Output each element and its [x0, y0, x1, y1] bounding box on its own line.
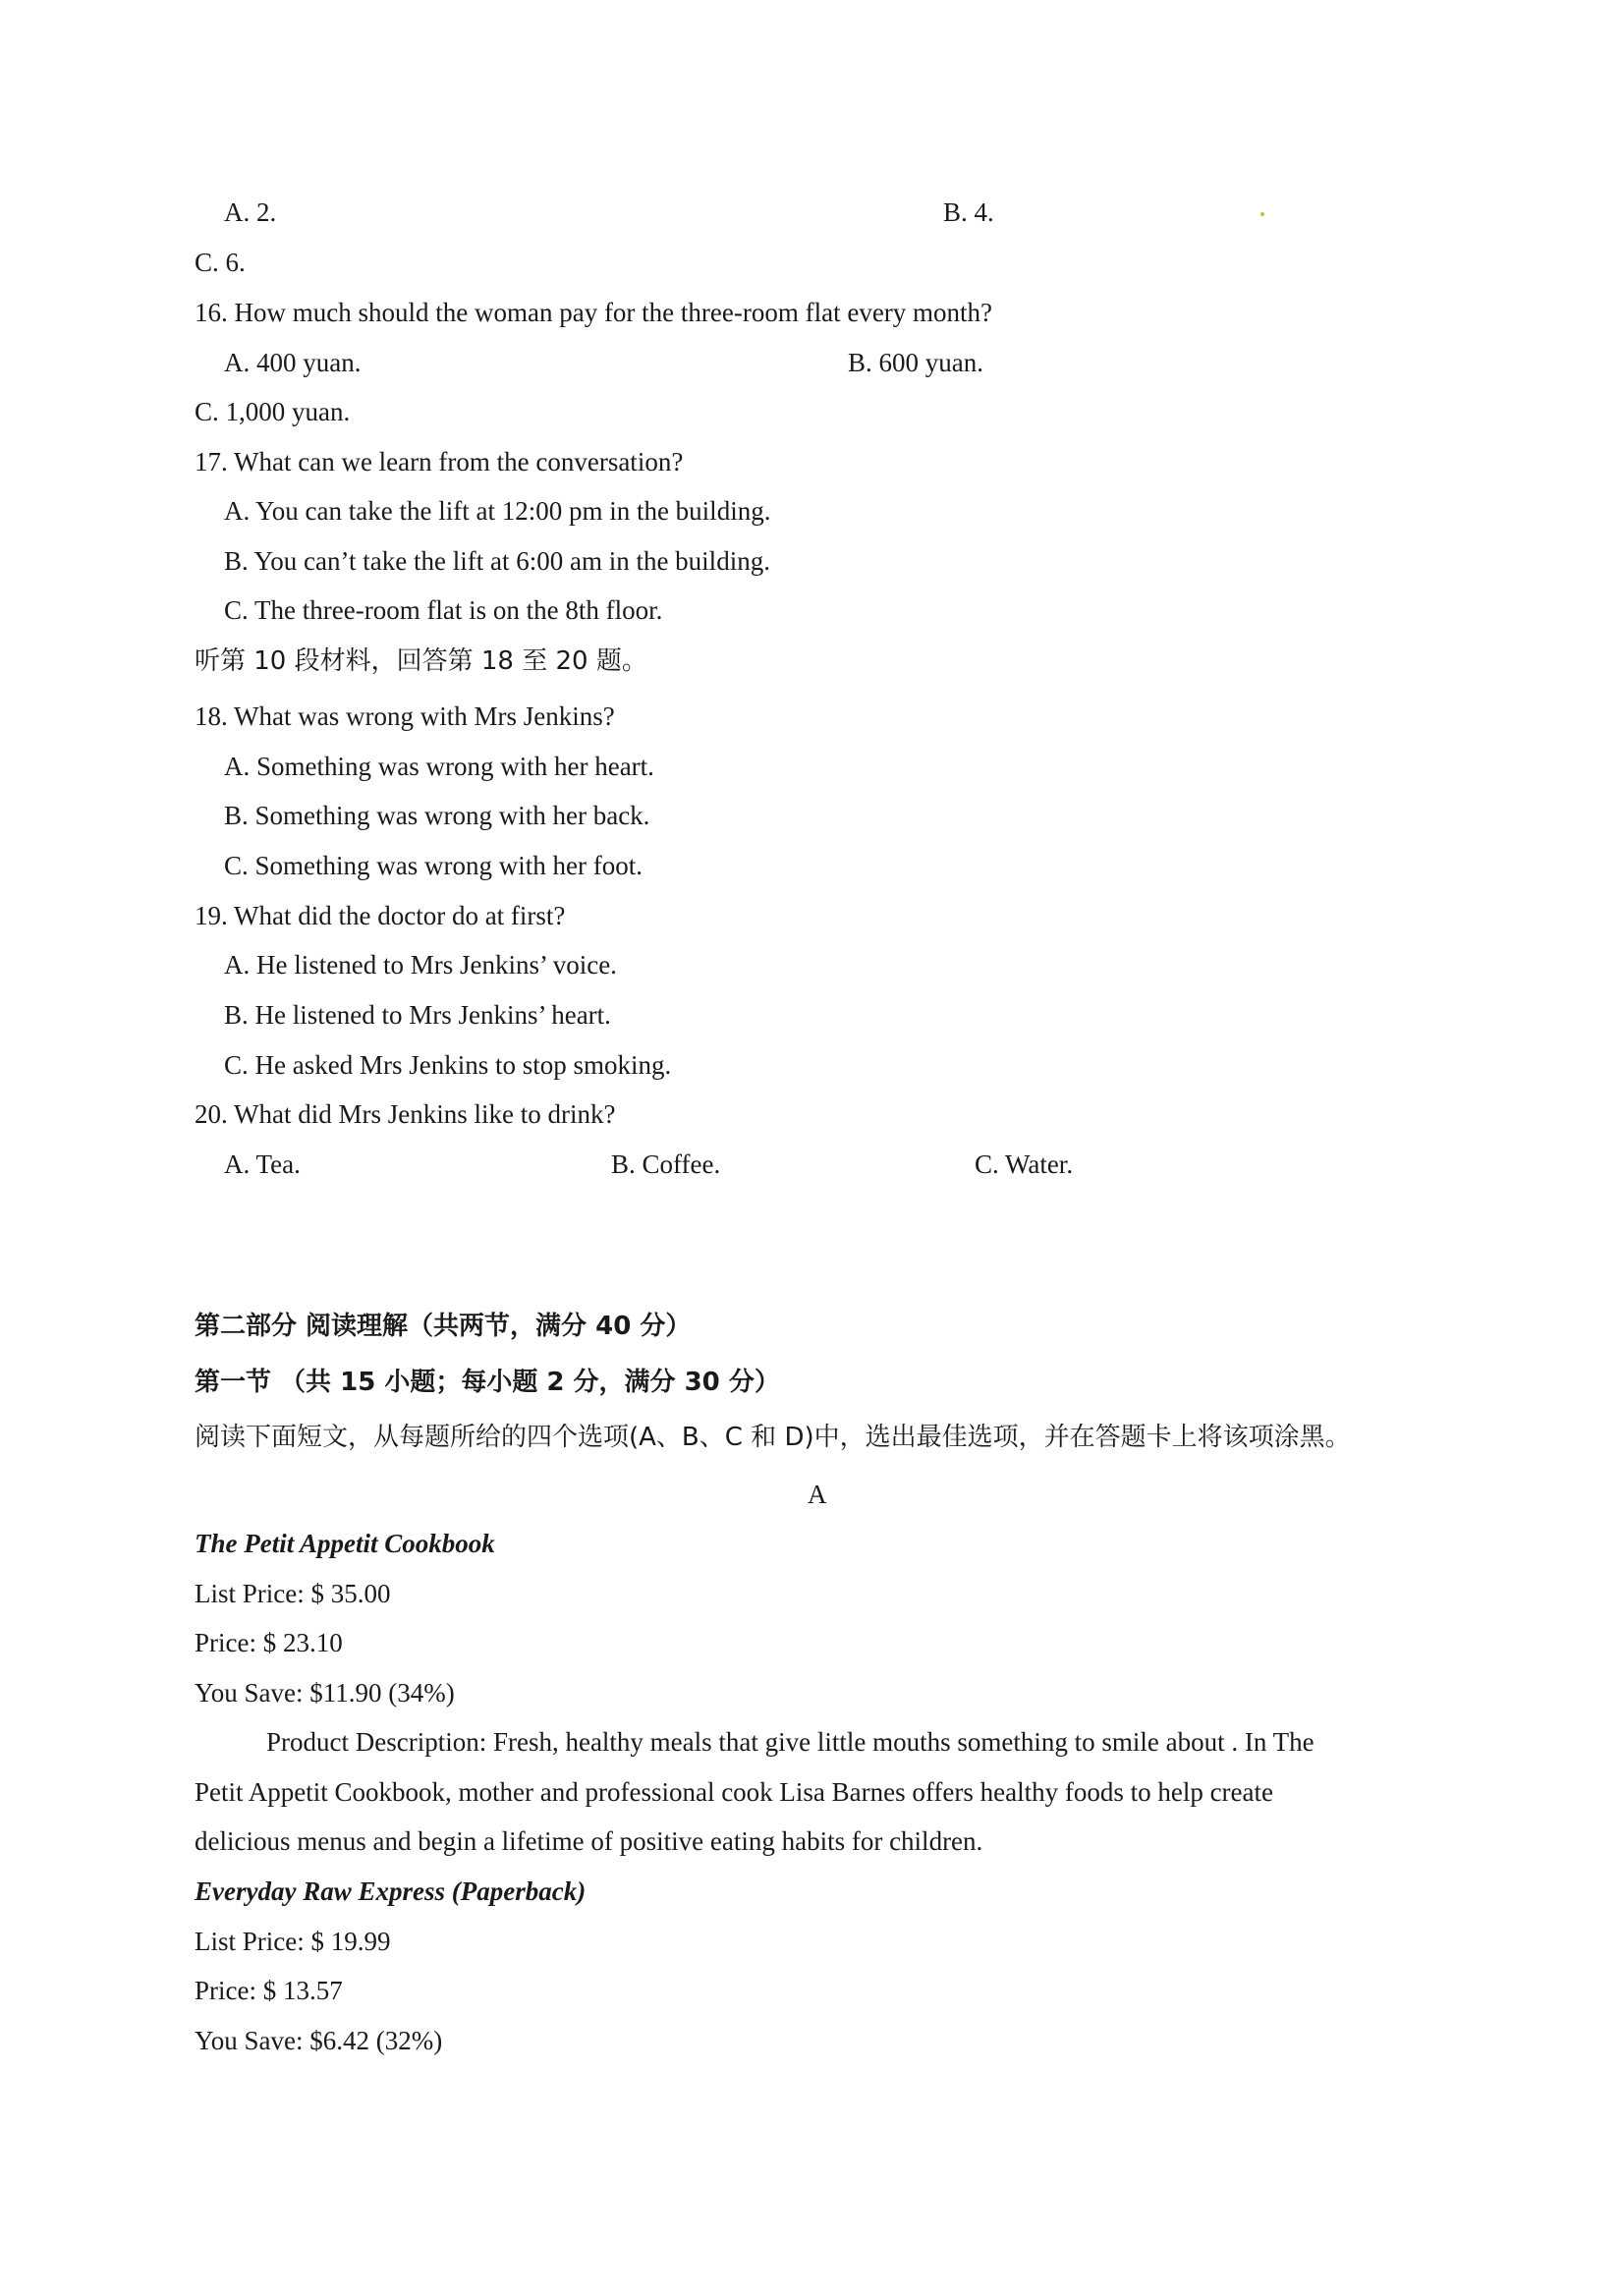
- q18-option-b: B. Something was wrong with her back.: [224, 801, 650, 830]
- q20-option-a: A. Tea.: [224, 1149, 301, 1179]
- book2-list-price: List Price: $ 19.99: [195, 1927, 391, 1956]
- book1-list-price: List Price: $ 35.00: [195, 1579, 391, 1608]
- q15-option-a: A. 2.: [224, 197, 277, 227]
- q16-question: 16. How much should the woman pay for the three-room flat every month?: [195, 298, 993, 327]
- q19-question: 19. What did the doctor do at first?: [195, 901, 566, 930]
- q20-option-c: C. Water.: [975, 1149, 1074, 1179]
- q20-option-b: B. Coffee.: [611, 1149, 721, 1179]
- q18-option-c: C. Something was wrong with her foot.: [224, 851, 643, 880]
- book1-title: The Petit Appetit Cookbook: [195, 1529, 495, 1558]
- stray-dot: [1260, 212, 1264, 216]
- book1-description-line2: Petit Appetit Cookbook, mother and professional cook Lisa Barnes offers healthy foods to help create: [195, 1777, 1273, 1807]
- section10-instruction: 听第 10 段材料，回答第 18 至 20 题。: [195, 646, 647, 676]
- q15-option-b: B. 4.: [943, 197, 994, 227]
- section1-heading: 第一节 （共 15 小题；每小题 2 分，满分 30 分）: [195, 1368, 780, 1397]
- q16-option-b: B. 600 yuan.: [848, 348, 983, 377]
- q17-option-b: B. You can’t take the lift at 6:00 am in the building.: [224, 546, 770, 576]
- q20-question: 20. What did Mrs Jenkins like to drink?: [195, 1099, 616, 1129]
- q18-question: 18. What was wrong with Mrs Jenkins?: [195, 701, 615, 731]
- book1-description-line1: Product Description: Fresh, healthy meals that give little mouths something to smile about . In The: [266, 1727, 1315, 1757]
- q19-option-b: B. He listened to Mrs Jenkins’ heart.: [224, 1000, 611, 1030]
- q19-option-c: C. He asked Mrs Jenkins to stop smoking.: [224, 1050, 672, 1080]
- book2-you-save: You Save: $6.42 (32%): [195, 2026, 443, 2055]
- book2-price: Price: $ 13.57: [195, 1976, 343, 2005]
- q17-option-c: C. The three-room flat is on the 8th floor.: [224, 595, 663, 625]
- q17-question: 17. What can we learn from the conversation?: [195, 447, 684, 476]
- book1-price: Price: $ 23.10: [195, 1628, 343, 1657]
- book1-you-save: You Save: $11.90 (34%): [195, 1678, 455, 1708]
- q19-option-a: A. He listened to Mrs Jenkins’ voice.: [224, 950, 617, 980]
- book1-description-line3: delicious menus and begin a lifetime of positive eating habits for children.: [195, 1826, 983, 1856]
- q18-option-a: A. Something was wrong with her heart.: [224, 752, 654, 781]
- q16-option-c: C. 1,000 yuan.: [195, 397, 351, 426]
- q16-option-a: A. 400 yuan.: [224, 348, 362, 377]
- part2-heading: 第二部分 阅读理解（共两节，满分 40 分）: [195, 1312, 692, 1341]
- q17-option-a: A. You can take the lift at 12:00 pm in the building.: [224, 496, 771, 526]
- q15-option-c: C. 6.: [195, 248, 246, 277]
- reading-instruction: 阅读下面短文，从每题所给的四个选项(A、B、C 和 D)中，选出最佳选项，并在答题卡上将该项涂黑。: [195, 1423, 1351, 1452]
- passage-label: A: [808, 1480, 827, 1509]
- book2-title: Everyday Raw Express (Paperback): [195, 1876, 587, 1906]
